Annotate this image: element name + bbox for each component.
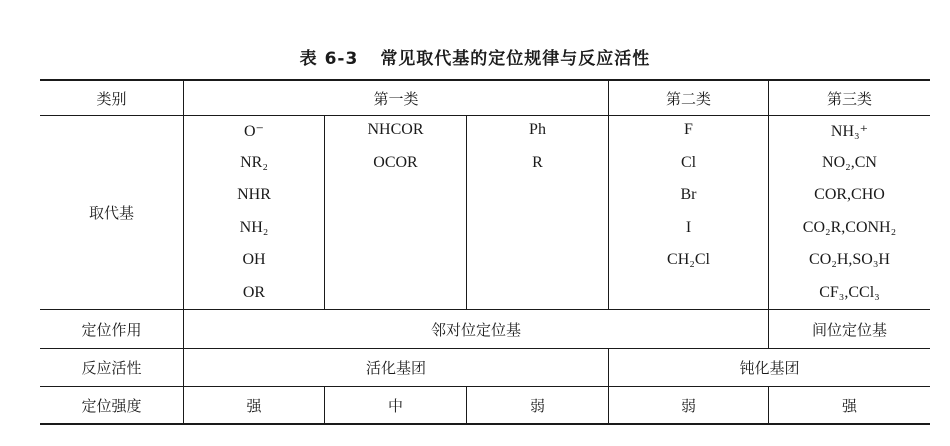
header-third-class: 第三类 xyxy=(826,89,872,108)
substituent-item: COR,CHO xyxy=(814,186,885,203)
substituent-item: CH₂Cl xyxy=(667,251,710,268)
substituent-item: CO₂R,CONH₂ xyxy=(802,218,897,236)
header-first-class: 第一类 xyxy=(373,89,419,108)
strength-value: 强 xyxy=(246,396,262,415)
deactivating-groups: 钝化基团 xyxy=(739,359,800,377)
substituent-item: NH₃⁺ xyxy=(830,123,869,140)
substituent-item: NHCOR xyxy=(367,121,424,138)
meta-director: 间位定位基 xyxy=(811,320,887,339)
substituent-item: Cl xyxy=(680,153,697,171)
strength-label: 定位强度 xyxy=(81,396,142,415)
substituent-row-label: 取代基 xyxy=(88,204,134,222)
substituent-item: OR xyxy=(242,283,266,301)
substituent-item: Br xyxy=(680,186,697,203)
orientation-label: 定位作用 xyxy=(81,320,142,339)
first-class-column-c xyxy=(467,117,608,309)
substituent-item: R xyxy=(532,153,543,171)
table-caption: 常见取代基的定位规律与反应活性 xyxy=(380,49,651,69)
first-class-column-a xyxy=(184,117,324,309)
substituent-table xyxy=(40,79,930,425)
substituent-item: NR₂ xyxy=(240,153,268,171)
activity-label: 反应活性 xyxy=(81,359,142,377)
first-class-column-b xyxy=(325,117,466,309)
strength-value: 强 xyxy=(841,396,857,415)
substituent-item: Ph xyxy=(529,121,546,138)
substituent-item: NHR xyxy=(237,186,271,203)
header-category: 类别 xyxy=(96,89,127,108)
third-class-column xyxy=(769,117,930,309)
strength-value: 中 xyxy=(387,396,403,415)
table-number: 表 6-3 xyxy=(299,49,359,69)
activating-groups: 活化基团 xyxy=(365,359,426,377)
substituent-item: NH₂ xyxy=(239,218,269,236)
substituent-item: I xyxy=(685,218,692,236)
bottom-rule xyxy=(40,423,930,425)
substituent-item: F xyxy=(684,121,693,138)
substituent-item: OH xyxy=(242,251,266,268)
second-class-column xyxy=(609,117,768,309)
header-second-class: 第二类 xyxy=(665,89,711,108)
substituent-item: CO₂H,SO₃H xyxy=(809,251,890,268)
substituent-item: CF₃,CCl₃ xyxy=(819,283,880,301)
substituent-item: O⁻ xyxy=(244,123,264,140)
ortho-para-director: 邻对位定位基 xyxy=(430,320,521,339)
table-title xyxy=(0,44,950,69)
strength-value: 弱 xyxy=(529,396,545,415)
substituent-item: OCOR xyxy=(373,153,418,171)
strength-value: 弱 xyxy=(680,396,696,415)
substituent-item: NO₂,CN xyxy=(822,153,877,171)
